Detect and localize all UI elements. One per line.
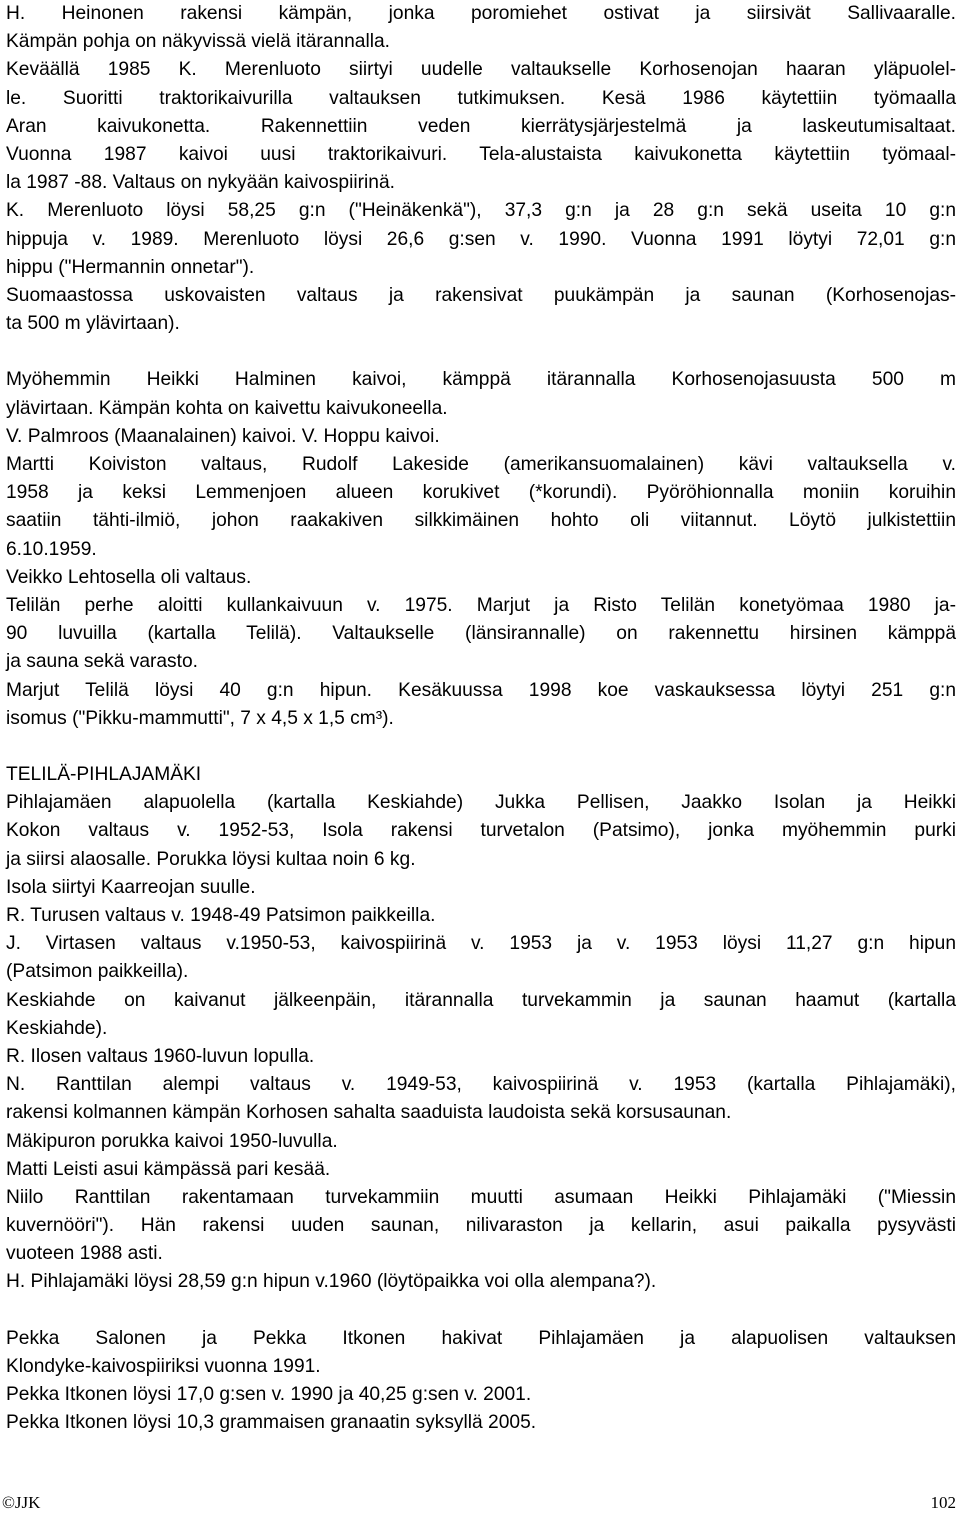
text-line: kuvernööri"). Hän rakensi uuden saunan, nilivaraston ja kellarin, asui paikalla pysyvästi [6,1215,956,1237]
text-line: Pekka Itkonen löysi 10,3 grammaisen granaatin syksyllä 2005. [6,1412,537,1434]
text-line: Pekka Itkonen löysi 17,0 g:sen v. 1990 ja 40,25 g:sen v. 2001. [6,1384,532,1406]
text-line: hippuja v. 1989. Merenluoto löysi 26,6 g:sen v. 1990. Vuonna 1991 löytyi 72,01 g:n [6,228,956,250]
text-line: hippu ("Hermannin onnetar"). [6,256,255,278]
text-line: R. Ilosen valtaus 1960-luvun lopulla. [6,1045,315,1067]
text-line: le. Suoritti traktorikaivurilla valtauksen tutkimuksen. Kesä 1986 käytettiin työmaalla [6,87,956,109]
text-line: R. Turusen valtaus v. 1948-49 Patsimon paikkeilla. [6,905,436,926]
text-line: N. Ranttilan alempi valtaus v. 1949-53, kaivospiirinä v. 1953 (kartalla Pihlajamäki), [6,1074,956,1096]
text-line: Klondyke-kaivospiiriksi vuonna 1991. [6,1356,321,1377]
text-line: ta 500 m ylävirtaan). [6,313,180,335]
document-body [6,0,956,1438]
text-line: Vuonna 1987 kaivoi uusi traktorikaivuri. Tela-alustaista kaivukonetta käytettiin työmaal- [6,143,956,165]
text-line: Myöhemmin Heikki Halminen kaivoi, kämppä itärannalla Korhosenojasuusta 500 m [6,369,956,391]
text-line: K. Merenluoto löysi 58,25 g:n ("Heinäkenkä"), 37,3 g:n ja 28 g:n sekä useita 10 g:n [6,200,956,222]
text-line: V. Palmroos (Maanalainen) kaivoi. V. Hoppu kaivoi. [6,425,440,447]
page-number: 102 [930,1493,956,1512]
text-line: 6.10.1959. [6,538,97,560]
text-line: Telilän perhe aloitti kullankaivuun v. 1975. Marjut ja Risto Telilän konetyömaa 1980 ja- [6,594,956,616]
text-line: H. Heinonen rakensi kämpän, jonka poromiehet ostivat ja siirsivät Sallivaaralle. [6,3,956,24]
text-line: Pekka Salonen ja Pekka Itkonen hakivat Pihlajamäen ja alapuolisen valtauksen [6,1327,956,1349]
text-line: ja siirsi alaosalle. Porukka löysi kultaa noin 6 kg. [6,848,416,870]
text-line: la 1987 -88. Valtaus on nykyään kaivospiirinä. [6,172,395,194]
text-line: 1958 ja keksi Lemmenjoen alueen korukivet (*korundi). Pyöröhionnalla moniin koruihin [6,482,956,504]
text-line: Mäkipuron porukka kaivoi 1950-luvulla. [6,1130,338,1152]
text-line: Isola siirtyi Kaarreojan suulle. [6,876,256,898]
text-line: Keskiahde). [6,1017,108,1039]
text-line: Pihlajamäen alapuolella (kartalla Keskiahde) Jukka Pellisen, Jaakko Isolan ja Heikki [6,792,956,814]
text-line: Suomaastossa uskovaisten valtaus ja rakensivat puukämpän ja saunan (Korhosenojas- [6,284,956,306]
text-line: Kokon valtaus v. 1952-53, Isola rakensi turvetalon (Patsimo), jonka myöhemmin purki [6,820,956,842]
paragraph-gap [6,733,956,761]
text-line: vuoteen 1988 asti. [6,1243,163,1265]
text-line: (Patsimon paikkeilla). [6,961,189,983]
text-line: Marjut Telilä löysi 40 g:n hipun. Kesäkuussa 1998 koe vaskauksessa löytyi 251 g:n [6,679,956,701]
text-line: Keväällä 1985 K. Merenluoto siirtyi uudelle valtaukselle Korhosenojan haaran yläpuolel- [6,59,956,81]
page-footer [0,1492,960,1514]
text-line: Martti Koiviston valtaus, Rudolf Lakeside (amerikansuomalainen) kävi valtauksella v. [6,454,956,475]
text-line: Veikko Lehtosella oli valtaus. [6,566,252,588]
text-line: ja sauna sekä varasto. [6,651,198,673]
text-line: J. Virtasen valtaus v.1950-53, kaivospiirinä v. 1953 ja v. 1953 löysi 11,27 g:n hipun [6,933,956,955]
text-line: H. Pihlajamäki löysi 28,59 g:n hipun v.1960 (löytöpaikka voi olla alempana?). [6,1271,657,1293]
text-line: Niilo Ranttilan rakentamaan turvekammiin muutti asumaan Heikki Pihlajamäki ("Miessin [6,1186,956,1208]
paragraph-gap [6,1297,956,1325]
text-line: Kämpän pohja on näkyvissä vielä itärannalla. [6,31,390,53]
text-line: Aran kaivukonetta. Rakennettiin veden kierrätysjärjestelmä ja laskeutumisaltaat. [6,115,956,137]
section-heading: TELILÄ-PIHLAJAMÄKI [6,764,202,786]
paragraph-gap [6,338,956,366]
text-line: ylävirtaan. Kämpän kohta on kaivettu kaivukoneella. [6,397,448,419]
text-line: Keskiahde on kaivanut jälkeenpäin, itärannalla turvekammin ja saunan haamut (kartalla [6,989,956,1011]
copyright-text: ©JJK [2,1493,41,1512]
text-line: rakensi kolmannen kämpän Korhosen sahalta saaduista laudoista sekä korsusaunan. [6,1102,732,1124]
text-line: saatiin tähti-ilmiö, johon raakakiven silkkimäinen hohto oli viitannut. Löytö julkistettiin [6,510,956,532]
text-line: isomus ("Pikku-mammutti", 7 x 4,5 x 1,5 cm³). [6,707,394,729]
text-line: 90 luvuilla (kartalla Telilä). Valtaukselle (länsirannalle) on rakennettu hirsinen kämppä [6,623,956,645]
text-line: Matti Leisti asui kämpässä pari kesää. [6,1158,331,1180]
